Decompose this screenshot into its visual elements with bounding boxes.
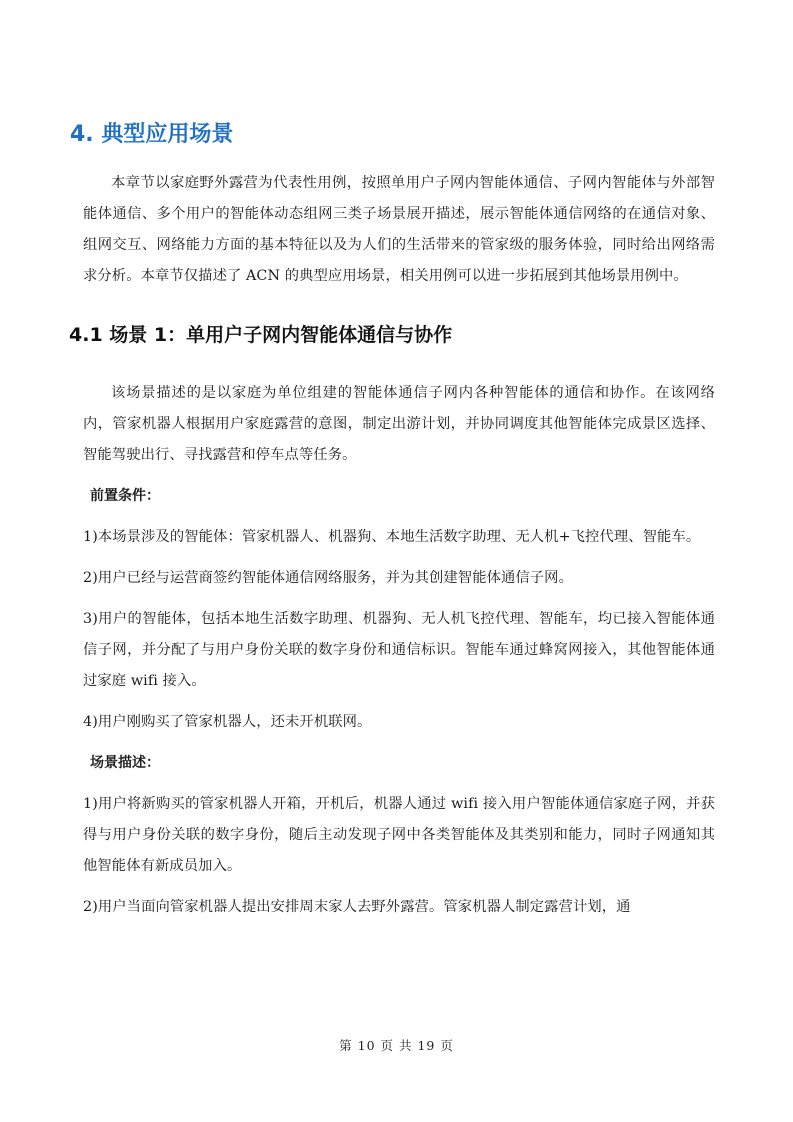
description-item: 2)用户当面向管家机器人提出安排周末家人去野外露营。管家机器人制定露营计划，通 — [83, 899, 631, 915]
precondition-item: 2)用户已经与运营商签约智能体通信网络服务，并为其创建智能体通信子网。 — [83, 570, 573, 586]
scenario-intro-paragraph: 该场景描述的是以家庭为单位组建的智能体通信子网内各种智能体的通信和协作。在该网络内，管家机器人根据用户家庭露营的意图，制定出游计划，并协同调度其他智能体完成景区选择、智能驾驶出行、寻找露营和停车点等任务。 — [83, 385, 715, 463]
chapter-intro-paragraph: 本章节以家庭野外露营为代表性用例，按照单用户子网内智能体通信、子网内智能体与外部智能体通信、多个用户的智能体动态组网三类子场景展开描述，展示智能体通信网络的在通信对象、组网交互、网络能力方面的基本特征以及为人们的生活带来的管家级的服务体验，同时给出网络需求分析。本章节仅描述了 ACN 的典型应用场景，相关用例可以进一步拓展到其他场景用例中。 — [83, 175, 715, 284]
section-heading: 4.1 场景 1：单用户子网内智能体通信与协作 — [69, 324, 453, 346]
precondition-item: 1)本场景涉及的智能体：管家机器人、机器狗、本地生活数字助理、无人机+飞控代理、智能车。 — [83, 529, 701, 545]
precondition-item: 3)用户的智能体，包括本地生活数字助理、机器狗、无人机飞控代理、智能车，均已接入智能体通信子网，并分配了与用户身份关联的数字身份和通信标识。智能车通过蜂窝网接入，其他智能体通过家庭 wifi 接入。 — [83, 611, 715, 689]
preconditions-label: 前置条件： — [90, 488, 160, 504]
page-footer: 第 10 页 共 19 页 — [339, 1038, 454, 1053]
scenario-description-label: 场景描述： — [90, 755, 160, 771]
description-item: 1)用户将新购买的管家机器人开箱，开机后，机器人通过 wifi 接入用户智能体通信家庭子网，并获得与用户身份关联的数字身份，随后主动发现子网中各类智能体及其类别和能力，同时子网通知其他智能体有新成员加入。 — [83, 796, 715, 874]
precondition-item: 4)用户刚购买了管家机器人，还未开机联网。 — [83, 714, 372, 730]
chapter-heading: 4. 典型应用场景 — [70, 122, 234, 147]
page-content — [69, 112, 715, 923]
